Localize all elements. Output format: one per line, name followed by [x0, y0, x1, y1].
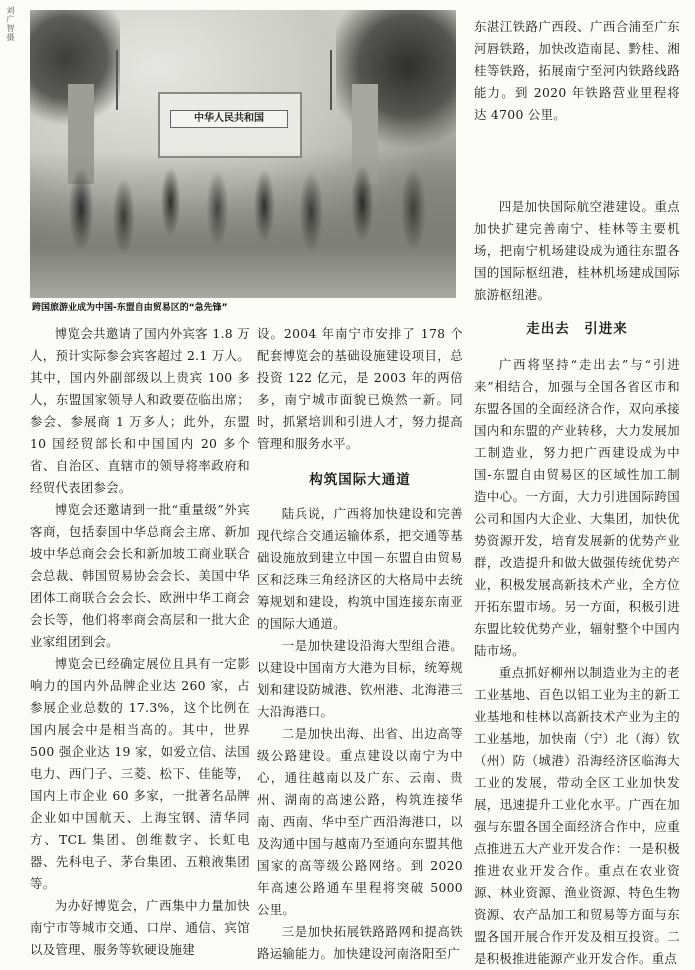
paragraph: 设。2004 年南宁市安排了 178 个配套博览会的基础设施建设项目，总投资 122 亿元，是 2003 年的两倍多，南宁城市面貌已焕然一新。同时，抓紧培训和引进人才，努力提高管理和服务水平。 — [257, 326, 463, 451]
column-3 — [474, 196, 680, 970]
column-3-top — [474, 16, 680, 126]
paragraph: 重点抓好柳州以制造业为主的老工业基地、百色以铝工业为主的新工业基地和桂林以高新技术产业为主的工业基地，加快南（宁）北（海）钦（州）防（城港）沿海经济区临海大工业的发展，带动全区工业加快发展，迅速提升工业化水平。广西在加强与东盟各国全面经济合作中，应重点推进五大产业开发合作：一是积极推进农业开发合作。重点在农业资源、林业资源、渔业资源、特色生物资源、农产品加工和贸易等方面与东盟各国开展合作开发及相互投资。二是积极推进能源产业开发合作。重点 — [474, 665, 680, 966]
paragraph: 三是加快拓展铁路路网和提高铁路运输能力。加快建设河南洛阳至广 — [257, 924, 463, 961]
paragraph: 博览会还邀请到一批“重量级”外宾客商，包括泰国中华总商会主席、新加坡中华总商会会长和新加坡工商业联合会总裁、韩国贸易协会会长、美国中华团体工商联合会会长、欧洲中华工商会会长等，他们将率商会高层和一批大企业家组团到会。 — [30, 502, 250, 649]
photographer-credit: 刘广智摄 — [6, 6, 15, 42]
section-heading: 构筑国际大通道 — [309, 472, 411, 488]
news-photo — [30, 10, 456, 298]
paragraph: 一是加快建设沿海大型组合港。以建设中国南方大港为目标，统筹规划和建设防城港、钦州港、北海港三大沿海港口。 — [257, 638, 463, 719]
paragraph: 二是加快出海、出省、出边高等级公路建设。重点建设以南宁为中心，通往越南以及广东、云南、贵州、湖南的高速公路，构筑连接华南、西南、华中至广西沿海港口，以及沟通中国与越南乃至通向东盟其他国家的高等级公路网络。到 2020 年高速公路通车里程将突破 5000 公里。 — [257, 726, 463, 917]
photo-gate-sign: 中华人民共和国 — [170, 110, 288, 128]
paragraph: 四是加快国际航空港建设。重点加快扩建完善南宁、桂林等主要机场，把南宁机场建设成为通往东盟各国的国际枢纽港，桂林机场建成国际旅游枢纽港。 — [474, 199, 680, 302]
photo-caption: 跨国旅游业成为中国-东盟自由贸易区的“急先锋” — [32, 303, 228, 313]
paragraph: 陆兵说，广西将加快建设和完善现代综合交通运输体系，把交通等基础设施放到建立中国－东盟自由贸易区和泛珠三角经济区的大格局中去统筹规划和建设，构筑中国连接东南亚的国际大通道。 — [257, 506, 463, 631]
paragraph: 博览会已经确定展位且具有一定影响力的国内外品牌企业达 260 家，占参展企业总数的 17.3%，这个比例在国内展会中是相当高的。其中，世界 500 强企业达 19 家，如爱立信、法国电力、西门子、三菱、松下、佳能等，国内上市企业 60 多家，一批著名品牌企业如中国航天、上海宝钢、清华同方、TCL 集团、创维数字、长虹电器、先科电子、茅台集团、五粮液集团等。 — [30, 656, 250, 891]
paragraph: 为办好博览会，广西集中力量加快南宁市等城市交通、口岸、通信、宾馆以及管理、服务等软硬设施建 — [30, 898, 250, 957]
photo-crowd — [30, 150, 456, 298]
paragraph: 广西将坚持“走出去”与“引进来”相结合，加强与全国各省区市和东盟各国的全面经济合作，双向承接国内和东盟的产业转移，大力发展加工制造业，努力把广西建设成为中国-东盟自由贸易区的区域性加工制造中心。一方面，大力引进国际跨国公司和国内大企业、大集团，加快优势资源开发，培育发展新的优势产业群，改造提升和做大做强传统优势产业，积极发展高新技术产业，全方位开拓东盟市场。另一方面，积极引进东盟比较优势产业，辐射整个中国内陆市场。 — [474, 357, 680, 658]
paragraph: 博览会共邀请了国内外宾客 1.8 万人，预计实际参会宾客超过 2.1 万人。其中，国内外副部级以上贵宾 100 多人，东盟国家领导人和政要莅临出席；参会、参展商 1 万多人；此外，东盟 10 国经贸部长和中国国内 20 多个省、自治区、直辖市的领导将率政府和经贸代表团参会。 — [30, 326, 250, 495]
photo-lamp — [116, 50, 118, 110]
photo-lamp — [330, 50, 332, 110]
paragraph: 东湛江铁路广西段、广西合浦至广东河唇铁路，加快改造南昆、黔桂、湘桂等铁路，拓展南宁至河内铁路线路能力。到 2020 年铁路营业里程将达 4700 公里。 — [474, 19, 680, 122]
column-1 — [30, 323, 250, 961]
column-2 — [257, 323, 463, 965]
section-heading: 走出去 引进来 — [526, 321, 628, 337]
